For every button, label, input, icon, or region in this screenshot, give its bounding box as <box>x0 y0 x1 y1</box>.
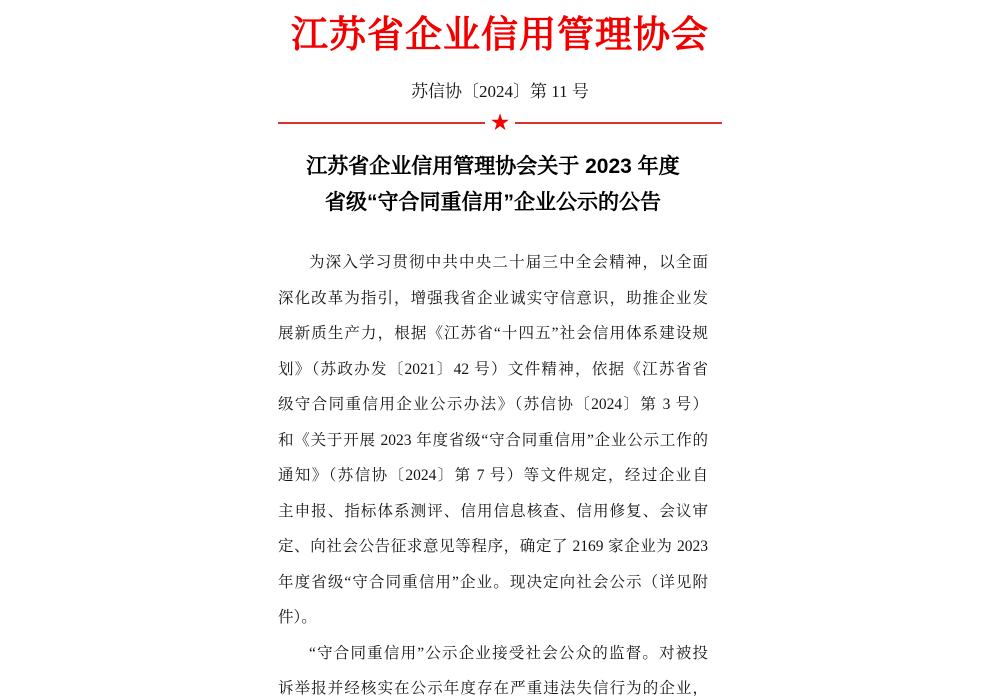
letterhead-divider <box>278 109 722 135</box>
body-line: 划》（苏政办发〔2021〕42 号）文件精神，依据《江苏省省 <box>278 360 708 378</box>
body-line: 定、向社会公告征求意见等程序，确定了 2169 家企业为 2023 <box>278 538 708 555</box>
letterhead-org-name: 江苏省企业信用管理协会 <box>291 15 709 56</box>
body-line: 展新质生产力，根据《江苏省“十四五”社会信用体系建设规 <box>278 325 708 342</box>
document-body <box>278 245 708 696</box>
document-title-line-1: 江苏省企业信用管理协会关于 2023 年度 <box>306 155 680 178</box>
body-line: 通知》（苏信协〔2024〕第 7 号）等文件规定，经过企业自 <box>278 467 708 484</box>
body-line: 件）。 <box>278 609 317 626</box>
star-icon: ★ <box>489 109 511 135</box>
document-title <box>278 149 708 220</box>
body-line: 诉举报并经核实在公示年度存在严重违法失信行为的企业， <box>278 680 708 696</box>
body-line: 为深入学习贯彻中共中央二十届三中全会精神，以全面 <box>309 254 708 271</box>
body-line: 级守合同重信用企业公示办法》（苏信协〔2024〕第 3 号） <box>278 396 708 413</box>
divider-line-right <box>515 122 722 124</box>
document-title-line-2: 省级“守合同重信用”企业公示的公告 <box>325 190 661 214</box>
divider-line-left <box>278 122 485 124</box>
body-line: 和《关于开展 2023 年度省级“守合同重信用”企业公示工作的 <box>278 431 708 449</box>
body-line: “守合同重信用”公示企业接受社会公众的监督。对被投 <box>309 644 708 662</box>
doc-reference-number: 苏信协〔2024〕第 11 号 <box>411 82 589 101</box>
body-line: 年度省级“守合同重信用”企业。现决定向社会公示（详见附 <box>278 573 708 591</box>
body-line: 深化改革为指引，增强我省企业诚实守信意识，助推企业发 <box>278 289 708 307</box>
body-line: 主申报、指标体系测评、信用信息核查、信用修复、会议审 <box>278 502 708 520</box>
